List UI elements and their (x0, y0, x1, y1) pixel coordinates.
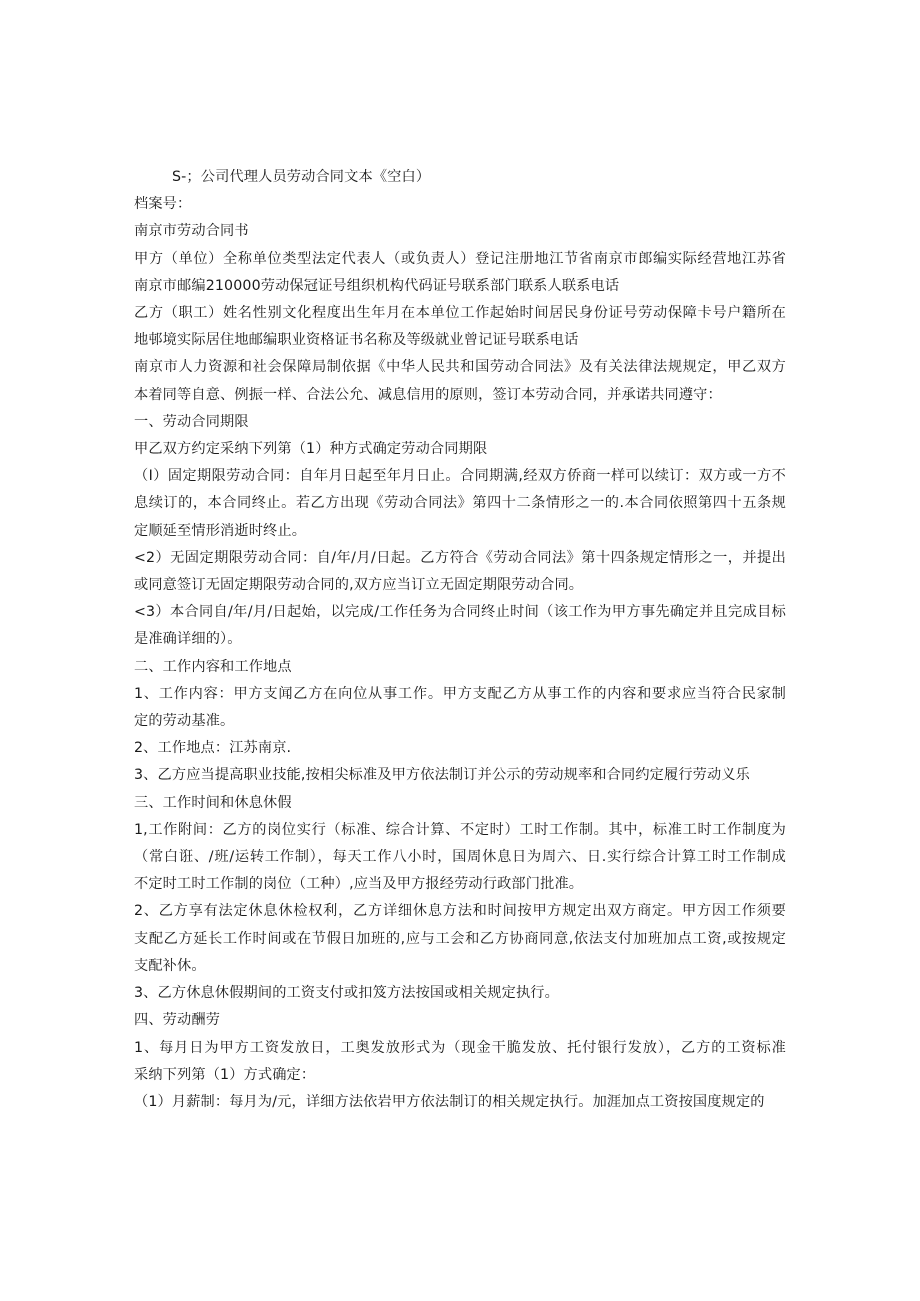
work-content-item (134, 681, 786, 735)
monthly-salary-item: （1）月薪制：每月为/元，详细方法依岩甲方依法制订的相关规定执行。加涯加点工资按国度规定的 (134, 1093, 765, 1110)
document-title: S-；公司代理人员劳动合同文本《空白） (172, 169, 431, 185)
section-heading-work-content: 二、工作内容和工作地点 (134, 658, 292, 675)
work-skills-item: 3、乙方应当提高职业技能,按相尖标准及甲方依法制订并公示的劳动规率和合同约定履行劳动义乐 (134, 767, 751, 784)
term-item-fixed (134, 463, 786, 545)
paragraph-line: 南京市人力资源和社会保障局制依据《中华人民共和国劳动合同法》及有关法律法规规定，甲乙双方 (134, 359, 786, 376)
document-body (134, 164, 786, 1116)
paragraph-line: 是准确详细的）。 (134, 631, 242, 648)
paragraph-line: 支配乙方延长工作时间或在节假日加班的,应与工会和乙方协商同意,依法支付加班加点工资,或按规定 (134, 930, 786, 947)
paragraph-line: 息续订的，本合同终止。若乙方出现《劳动合同法》第四十二条情形之一的.本合同依照第四十五条规 (134, 495, 786, 512)
party-b-paragraph (134, 300, 786, 354)
contract-book-title: 南京市劳动合同书 (134, 223, 249, 240)
paragraph-line: 地邨境实际居住地邮编职业资格证书名称及等级就业曾记证号联系电话 (134, 332, 579, 349)
archive-number-label: 档案号： (134, 196, 192, 213)
paragraph-line: 支配补休。 (134, 957, 206, 974)
section-heading-term: 一、劳动合同期限 (134, 413, 249, 430)
paragraph-line: 1、每月日为甲方工资发放日，工奥发放形式为（现金干脆发放、托付银行发放），乙方的工资标准 (134, 1039, 786, 1056)
paragraph-line: 1,工作附间：乙方的岗位实行（标准、综合计算、不定时）工时工作制。其中，标准工时工作制度为 (134, 821, 786, 838)
section-heading-work-hours: 三、工作时间和休息休假 (134, 794, 292, 811)
preamble-paragraph (134, 354, 786, 408)
paragraph-line: 或同意签订无固定期限劳动合同的,双方应当订立无固定期限劳动合同。 (134, 577, 584, 594)
paragraph-line: （常白诳、/班/运转工作制），每天工作八小时，国周休息日为周六、日.实行综合计算工时工作制成 (134, 849, 786, 866)
work-location-item: 2、工作地点：江苏南京. (134, 740, 292, 757)
term-item-open-ended (134, 545, 786, 599)
payday-item (134, 1035, 786, 1089)
paragraph-line: 1、工作内容：甲方支闻乙方在向位从事工作。甲方支配乙方从事工作的内容和要求应当符合民家制 (134, 685, 786, 702)
paragraph-line: 定的劳动基准。 (134, 713, 235, 730)
paragraph-line: <3）本合同自/年/月/日起始，以完成/工作任务为合同终止时间（该工作为甲方事先确定并且完成目标 (134, 604, 786, 621)
paragraph-line: 乙方（职工）姓名性别文化程度出生年月在本单位工作起始时间居民身份证号劳动保障卡号户籍所在 (134, 305, 786, 322)
leave-pay-item: 3、乙方休息休假期间的工资支付或扣笈方法按国或相关规定执行。 (134, 985, 559, 1002)
paragraph-line: （I）固定期限劳动合同：自年月日起至年月日止。合同期满,经双方侨商一样可以续订：双方或一方不 (134, 468, 786, 485)
work-hours-item (134, 817, 786, 899)
paragraph-line: 采纳下列第（1）方式确定： (134, 1066, 316, 1083)
section-intro: 甲乙双方约定采纳下列第（1）种方式确定劳动合同期限 (134, 441, 488, 458)
party-a-paragraph (134, 246, 786, 300)
rest-rights-item (134, 898, 786, 980)
paragraph-line: 本着同等自意、例振一样、合法公允、减息信用的原则，签订本劳动合同，并承诺共同遵守： (134, 386, 722, 403)
term-item-task-based (134, 599, 786, 653)
paragraph-line: 不定时工时工作制的岗位（工种）,应当及甲方报经劳动行政部门批准。 (134, 876, 584, 893)
paragraph-line: <2）无固定期限劳动合同：自/年/月/日起。乙方符合《劳动合同法》第十四条规定情形之一，并提出 (134, 549, 786, 566)
paragraph-line: 南京市邮编210000劳动保冠证号组织机构代码证号联系部门联系人联系电话 (134, 277, 620, 294)
paragraph-line: 2、乙方享有法定休息休检权利，乙方详细休息方法和时间按甲方规定出双方商定。甲方因工作须要 (134, 903, 786, 920)
paragraph-line: 甲方（单位）全称单位类型法定代表人（或负责人）登记注册地江节省南京市郎编实际经营地江苏省 (134, 250, 786, 267)
paragraph-line: 定顺延至情形消逝时终止。 (134, 522, 307, 539)
section-heading-remuneration: 四、劳动酬劳 (134, 1012, 221, 1029)
